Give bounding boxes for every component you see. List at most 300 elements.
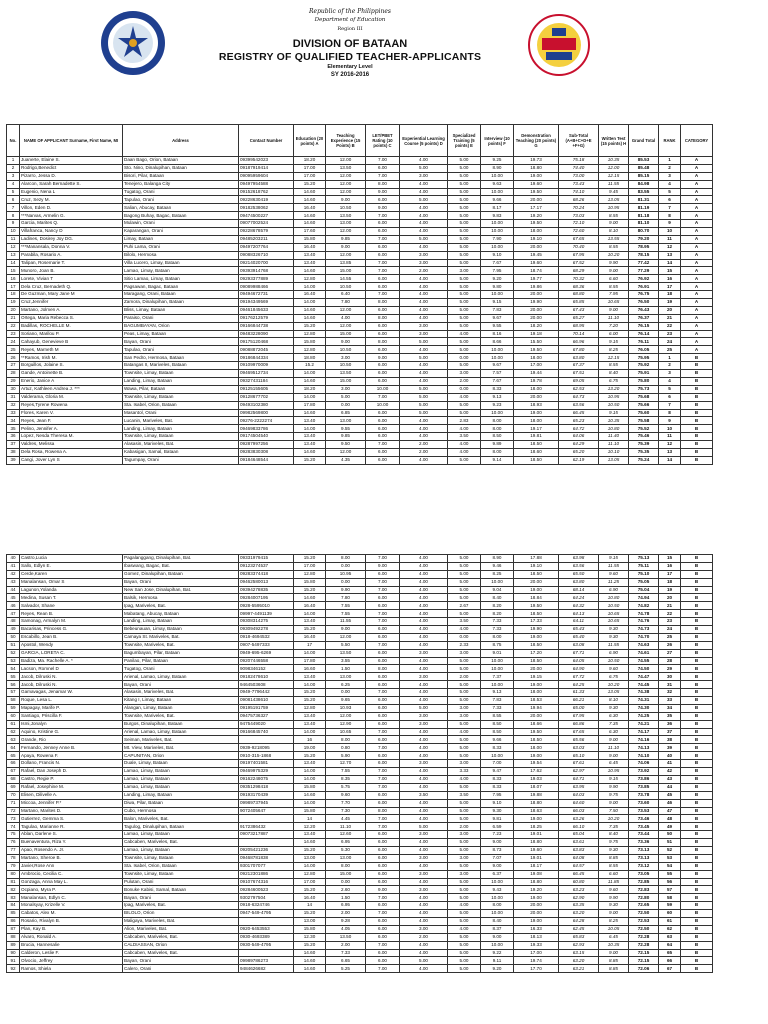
cell-grand: 73.78 [629, 791, 659, 799]
cell-written: 10.50 [599, 602, 629, 610]
cell-education: 17.80 [294, 657, 326, 665]
cell-elc: 3.00 [400, 720, 448, 728]
cell-experience: 2.60 [326, 886, 366, 894]
cell-education: 15.80 [294, 578, 326, 586]
cell-name: Ramos, Shiela [20, 965, 123, 973]
cell-grand: 81.10 [629, 220, 659, 228]
cell-experience: 5.30 [326, 846, 366, 854]
cell-grand: 75.92 [629, 362, 659, 370]
cell-rank: 8 [659, 212, 681, 220]
cell-training: 5.00 [448, 562, 481, 570]
cell-written: 10.05 [599, 925, 629, 933]
cell-subtotal: 62.53 [559, 385, 599, 393]
cell-subtotal: 68.36 [559, 283, 599, 291]
cell-category: B [681, 433, 713, 441]
cell-name: Ladines, Dosirey Joy DG. [20, 235, 123, 243]
cell-education: 15.80 [294, 235, 326, 243]
cell-education: 14.60 [294, 949, 326, 957]
table-row [7, 815, 713, 823]
cell-no: 4 [7, 180, 20, 188]
cell-interview: 10.00 [481, 220, 514, 228]
cell-interview: 9.80 [481, 283, 514, 291]
cell-grand: 76.50 [629, 299, 659, 307]
table-row [7, 633, 713, 641]
cell-grand: 74.47 [629, 673, 659, 681]
cell-interview: 10.00 [481, 657, 514, 665]
cell-elc: 4.00 [400, 602, 448, 610]
cell-category: A [681, 251, 713, 259]
cell-grand: 76.91 [629, 283, 659, 291]
cell-grand: 74.55 [629, 657, 659, 665]
cell-interview: 10.00 [481, 409, 514, 417]
cell-rank: 20 [659, 306, 681, 314]
table-row [7, 760, 713, 768]
cell-training: 5.00 [448, 949, 481, 957]
cell-demo: 18.84 [514, 594, 559, 602]
cell-subtotal: 65.56 [559, 736, 599, 744]
table-row [7, 720, 713, 728]
cell-no: 40 [7, 555, 20, 563]
cell-elc: 4.00 [400, 775, 448, 783]
cell-subtotal: 68.80 [559, 291, 599, 299]
cell-let: 6.00 [366, 283, 400, 291]
cell-address: Lamao, Limay, Bataan [123, 846, 239, 854]
cell-education: 13.40 [294, 259, 326, 267]
cell-experience: 1.50 [326, 894, 366, 902]
cell-no: 21 [7, 314, 20, 322]
cell-grand: 72.65 [629, 902, 659, 910]
cell-demo: 19.10 [514, 235, 559, 243]
cell-experience: 13.00 [326, 673, 366, 681]
cell-demo: 19.17 [514, 425, 559, 433]
cell-no: 32 [7, 401, 20, 409]
cell-training: 5.00 [448, 665, 481, 673]
cell-subtotal: 70.40 [559, 243, 599, 251]
cell-experience: 5.25 [326, 965, 366, 973]
cell-demo: 20.00 [514, 393, 559, 401]
cell-training: 3.00 [448, 649, 481, 657]
col-header-written: Written Test (15 points) H [599, 125, 629, 157]
cell-demo: 17.17 [514, 204, 559, 212]
cell-training: 5.00 [448, 172, 481, 180]
cell-written: 9.75 [599, 791, 629, 799]
cell-demo: 15.50 [514, 338, 559, 346]
cell-name: Monalsyay, Krizelle V. [20, 902, 123, 910]
cell-grand: 75.95 [629, 354, 659, 362]
cell-interview: 7.23 [481, 831, 514, 839]
cell-grand: 84.98 [629, 180, 659, 188]
cell-contact: 09081438610 [239, 697, 294, 705]
cell-no: 11 [7, 235, 20, 243]
cell-category: B [681, 917, 713, 925]
cell-interview: 8.00 [481, 417, 514, 425]
cell-demo: 20.00 [514, 291, 559, 299]
cell-demo: 20.00 [514, 306, 559, 314]
cell-experience: 8.00 [326, 862, 366, 870]
cell-let: 7.00 [366, 775, 400, 783]
cell-category: B [681, 555, 713, 563]
cell-subtotal: 64.29 [559, 441, 599, 449]
cell-address: Kitang I, Limay, Bataan [123, 697, 239, 705]
table-row [7, 807, 713, 815]
cell-interview: 7.00 [481, 760, 514, 768]
cell-no: 15 [7, 267, 20, 275]
cell-education: 12.80 [294, 275, 326, 283]
cell-address: Bayan, Orani [123, 681, 239, 689]
cell-rank: 61 [659, 917, 681, 925]
cell-education: 14.60 [294, 965, 326, 973]
cell-contact [239, 839, 294, 847]
cell-category: B [681, 417, 713, 425]
cell-education: 16.60 [294, 665, 326, 673]
cell-no: 6 [7, 196, 20, 204]
cell-experience: 13.85 [326, 259, 366, 267]
cell-training: 5.00 [448, 283, 481, 291]
cell-category: B [681, 633, 713, 641]
cell-experience: 15.00 [326, 870, 366, 878]
cell-experience: 7.55 [326, 610, 366, 618]
cell-elc: 4.00 [400, 665, 448, 673]
cell-subtotal: 74.40 [559, 164, 599, 172]
cell-experience: 12.00 [326, 322, 366, 330]
cell-elc: 4.00 [400, 220, 448, 228]
cell-category: B [681, 401, 713, 409]
cell-training: 5.00 [448, 736, 481, 744]
cell-contact: 09468781838 [239, 854, 294, 862]
cell-category: B [681, 839, 713, 847]
cell-written: 10.10 [599, 448, 629, 456]
cell-interview: 7.33 [481, 704, 514, 712]
cell-contact: 9464503608 [239, 681, 294, 689]
cell-training: 5.00 [448, 212, 481, 220]
cell-contact: 09193170439 [239, 791, 294, 799]
cell-no: 19 [7, 299, 20, 307]
cell-experience: 9.00 [326, 338, 366, 346]
cell-interview: 9.66 [481, 196, 514, 204]
cell-name: Jacob, Dilruski N. [20, 681, 123, 689]
cell-rank: 8 [659, 409, 681, 417]
cell-rank: 59 [659, 902, 681, 910]
cell-name: Rafael, Josephine M. [20, 783, 123, 791]
cell-written: 6.75 [599, 673, 629, 681]
cell-let: 8.00 [366, 665, 400, 673]
cell-no: 63 [7, 736, 20, 744]
cell-let: 7.00 [366, 641, 400, 649]
cell-demo: 19.44 [514, 370, 559, 378]
cell-written: 11.10 [599, 744, 629, 752]
cell-interview: 8.55 [481, 712, 514, 720]
cell-written: 8.55 [599, 283, 629, 291]
cell-training: 5.00 [448, 878, 481, 886]
cell-demo: 19.00 [514, 586, 559, 594]
cell-category: B [681, 385, 713, 393]
cell-grand: 73.53 [629, 807, 659, 815]
cell-education: 12.80 [294, 346, 326, 354]
cell-category: B [681, 594, 713, 602]
document-header [0, 0, 768, 124]
cell-subtotal: 74.10 [559, 188, 599, 196]
cell-let: 6.00 [366, 949, 400, 957]
cell-demo: 18.50 [514, 610, 559, 618]
cell-category: A [681, 314, 713, 322]
cell-education: 14.60 [294, 377, 326, 385]
cell-elc: 4.00 [400, 425, 448, 433]
cell-training: 5.00 [448, 409, 481, 417]
cell-name: Eugenio, Nena L [20, 188, 123, 196]
cell-address: Landing, Limay, Bataan [123, 618, 239, 626]
cell-grand: 76.43 [629, 306, 659, 314]
cell-address: CALDIASSAN, Orion [123, 941, 239, 949]
table-row [7, 275, 713, 283]
cell-let: 7.00 [366, 689, 400, 697]
cell-interview: 8.20 [481, 602, 514, 610]
cell-education: 15.20 [294, 456, 326, 464]
cell-address: Panilao, Pilar, Bataan [123, 657, 239, 665]
cell-category: B [681, 823, 713, 831]
cell-contact: 09469512734 [239, 370, 294, 378]
cell-no: 81 [7, 878, 20, 886]
cell-interview: 8.33 [481, 783, 514, 791]
cell-contact: 09228630419 [239, 196, 294, 204]
table-row [7, 409, 713, 417]
cell-contact: 09474500227 [239, 212, 294, 220]
cell-let: 7.00 [366, 586, 400, 594]
table-row [7, 204, 713, 212]
cell-education: 15.20 [294, 180, 326, 188]
table-row [7, 783, 713, 791]
cell-training: 5.00 [448, 228, 481, 236]
cell-elc: 4.00 [400, 641, 448, 649]
cell-address: Kabasigan, Samal, Bataan [123, 448, 239, 456]
cell-let: 9.00 [366, 886, 400, 894]
cell-written: 10.35 [599, 941, 629, 949]
cell-subtotal: 68.26 [559, 196, 599, 204]
cell-elc: 4.00 [400, 949, 448, 957]
cell-name: Alarcon, Sarah Bernadette S. [20, 180, 123, 188]
cell-let: 7.00 [366, 815, 400, 823]
cell-let: 7.00 [366, 172, 400, 180]
cell-interview: 9.25 [481, 157, 514, 165]
cell-category: B [681, 393, 713, 401]
cell-rank: 45 [659, 791, 681, 799]
cell-subtotal: 66.10 [559, 823, 599, 831]
cell-rank: 5 [659, 385, 681, 393]
cell-experience: 4.00 [326, 314, 366, 322]
cell-name: Miccoa, Jennifer P.* [20, 799, 123, 807]
cell-elc: 4.00 [400, 291, 448, 299]
cell-no: 87 [7, 925, 20, 933]
cell-training: 4.00 [448, 626, 481, 634]
cell-demo: 18.53 [514, 697, 559, 705]
cell-category: B [681, 689, 713, 697]
cell-address: Camaya St. Mariveles, Bat. [123, 633, 239, 641]
cell-elc: 5.00 [400, 164, 448, 172]
table-body-part1 [7, 157, 713, 465]
cell-elc: 4.00 [400, 157, 448, 165]
cell-grand: 74.21 [629, 720, 659, 728]
cell-address: Wawa, Pilar, Bataan [123, 385, 239, 393]
cell-address: Bebeunauan, Limay, Bataan [123, 626, 239, 634]
cell-training: 5.00 [448, 180, 481, 188]
cell-experience: 0.00 [326, 878, 366, 886]
cell-address: Cabcaben, Mariveles, Bat. [123, 949, 239, 957]
cell-written: 9.60 [599, 570, 629, 578]
cell-subtotal: 67.65 [559, 728, 599, 736]
cell-let: 7.00 [366, 965, 400, 973]
cell-experience: 0.00 [326, 689, 366, 697]
cell-demo: 18.07 [514, 783, 559, 791]
cell-no: 12 [7, 243, 20, 251]
cell-name: Santiago, Priscilla F. [20, 712, 123, 720]
cell-subtotal: 72.10 [559, 220, 599, 228]
cell-address: Mt. View, Mariveles, Bat. [123, 744, 239, 752]
cell-let: 6.00 [366, 862, 400, 870]
cell-contact: 09308314275 [239, 618, 294, 626]
cell-rank: 53 [659, 854, 681, 862]
cell-demo: 17.33 [514, 618, 559, 626]
cell-education: 14.00 [294, 775, 326, 783]
cell-elc: 4.00 [400, 736, 448, 744]
cell-category: B [681, 965, 713, 973]
cell-name: Calderon, Leslie F. [20, 949, 123, 957]
cell-name: Badillas, ROCHELLE M. [20, 322, 123, 330]
cell-no: 25 [7, 346, 20, 354]
cell-written: 8.10 [599, 228, 629, 236]
cell-demo: 19.90 [514, 299, 559, 307]
cell-interview: 10.00 [481, 910, 514, 918]
cell-address: Bonuke Kabisi, Samal, Bataan [123, 886, 239, 894]
cell-written: 13.55 [599, 235, 629, 243]
cell-training: 5.00 [448, 957, 481, 965]
cell-address: Mulawin, Orani [123, 220, 239, 228]
cell-education: 15.20 [294, 626, 326, 634]
cell-category: A [681, 299, 713, 307]
cell-rank: 12 [659, 441, 681, 449]
cell-name: Reyes, Rean B. [20, 610, 123, 618]
table-row [7, 441, 713, 449]
table-row [7, 306, 713, 314]
cell-demo: 18.25 [514, 823, 559, 831]
cell-interview: 8.00 [481, 633, 514, 641]
cell-rank: 1 [659, 157, 681, 165]
cell-name: Cruz,Jennifer [20, 299, 123, 307]
cell-interview: 6.59 [481, 823, 514, 831]
cell-category: A [681, 346, 713, 354]
cell-education: 13.40 [294, 760, 326, 768]
cell-let: 7.00 [366, 157, 400, 165]
table-row [7, 164, 713, 172]
cell-education: 14.60 [294, 188, 326, 196]
cell-name: Cabatos, Alex M. [20, 910, 123, 918]
cell-let: 6.00 [366, 433, 400, 441]
cell-let: 9.00 [366, 204, 400, 212]
header-region: Region III [337, 26, 363, 32]
cell-name: Pizarro, Jessa D. [20, 172, 123, 180]
cell-grand: 75.04 [629, 586, 659, 594]
cell-grand: 75.60 [629, 409, 659, 417]
cell-grand: 74.94 [629, 594, 659, 602]
cell-interview: 8.73 [481, 846, 514, 854]
cell-interview: 9.11 [481, 957, 514, 965]
cell-no: 30 [7, 385, 20, 393]
cell-grand: 73.92 [629, 768, 659, 776]
cell-category: A [681, 164, 713, 172]
cell-interview: 7.90 [481, 235, 514, 243]
cell-training: 5.00 [448, 362, 481, 370]
col-header-grand: Grand Total [629, 125, 659, 157]
cell-training: 4.00 [448, 902, 481, 910]
cell-contact: 9301707077 [239, 862, 294, 870]
cell-contact: 09166845740 [239, 728, 294, 736]
cell-written: 9.90 [599, 894, 629, 902]
cell-written: 9.30 [599, 633, 629, 641]
cell-interview: 9.14 [481, 456, 514, 464]
cell-category: B [681, 665, 713, 673]
cell-subtotal: 67.80 [559, 346, 599, 354]
cell-contact: 09485203211 [239, 235, 294, 243]
cell-demo: 19.81 [514, 433, 559, 441]
cell-education: 15.20 [294, 322, 326, 330]
cell-elc: 5.00 [400, 401, 448, 409]
cell-no: 47 [7, 610, 20, 618]
cell-training: 5.00 [448, 744, 481, 752]
cell-category: A [681, 275, 713, 283]
cell-written: 9.00 [599, 752, 629, 760]
cell-subtotal: 63.80 [559, 354, 599, 362]
cell-training: 3.00 [448, 870, 481, 878]
cell-grand: 73.44 [629, 831, 659, 839]
cell-contact: 09195191759 [239, 704, 294, 712]
cell-category: B [681, 902, 713, 910]
cell-training: 2.00 [448, 377, 481, 385]
cell-interview: 7.33 [481, 618, 514, 626]
cell-interview: 10.00 [481, 681, 514, 689]
cell-address: Tagumpay, Orani [123, 456, 239, 464]
table-row [7, 657, 713, 665]
cell-experience: 9.00 [326, 626, 366, 634]
cell-category: B [681, 728, 713, 736]
cell-interview: 7.95 [481, 791, 514, 799]
cell-category: B [681, 799, 713, 807]
cell-interview: 9.00 [481, 862, 514, 870]
cell-contact: 09182538062 [239, 204, 294, 212]
cell-name: Dela Cruz, Bernadeth Q. [20, 283, 123, 291]
cell-subtotal: 65.50 [559, 570, 599, 578]
cell-experience: 12.00 [326, 188, 366, 196]
cell-experience: 13.50 [326, 370, 366, 378]
cell-contact: 9172386432 [239, 823, 294, 831]
cell-education: 14.00 [294, 283, 326, 291]
cell-elc: 4.00 [400, 243, 448, 251]
cell-demo: 19.60 [514, 846, 559, 854]
cell-training: 5.00 [448, 322, 481, 330]
cell-rank: 57 [659, 886, 681, 894]
cell-name: De Guzman, Mary Jane M [20, 291, 123, 299]
cell-address: Zamora, Dinalupihan, Bataan [123, 299, 239, 307]
cell-rank: 44 [659, 783, 681, 791]
cell-contact: 09393914768 [239, 267, 294, 275]
cell-rank: 2 [659, 164, 681, 172]
cell-category: B [681, 712, 713, 720]
cell-written: 10.20 [599, 251, 629, 259]
cell-name: Escabillo, Jean B. [20, 633, 123, 641]
table-row [7, 346, 713, 354]
cell-no: 49 [7, 626, 20, 634]
table-row [7, 886, 713, 894]
cell-rank: 25 [659, 346, 681, 354]
cell-experience: 8.00 [326, 555, 366, 563]
table-row [7, 338, 713, 346]
